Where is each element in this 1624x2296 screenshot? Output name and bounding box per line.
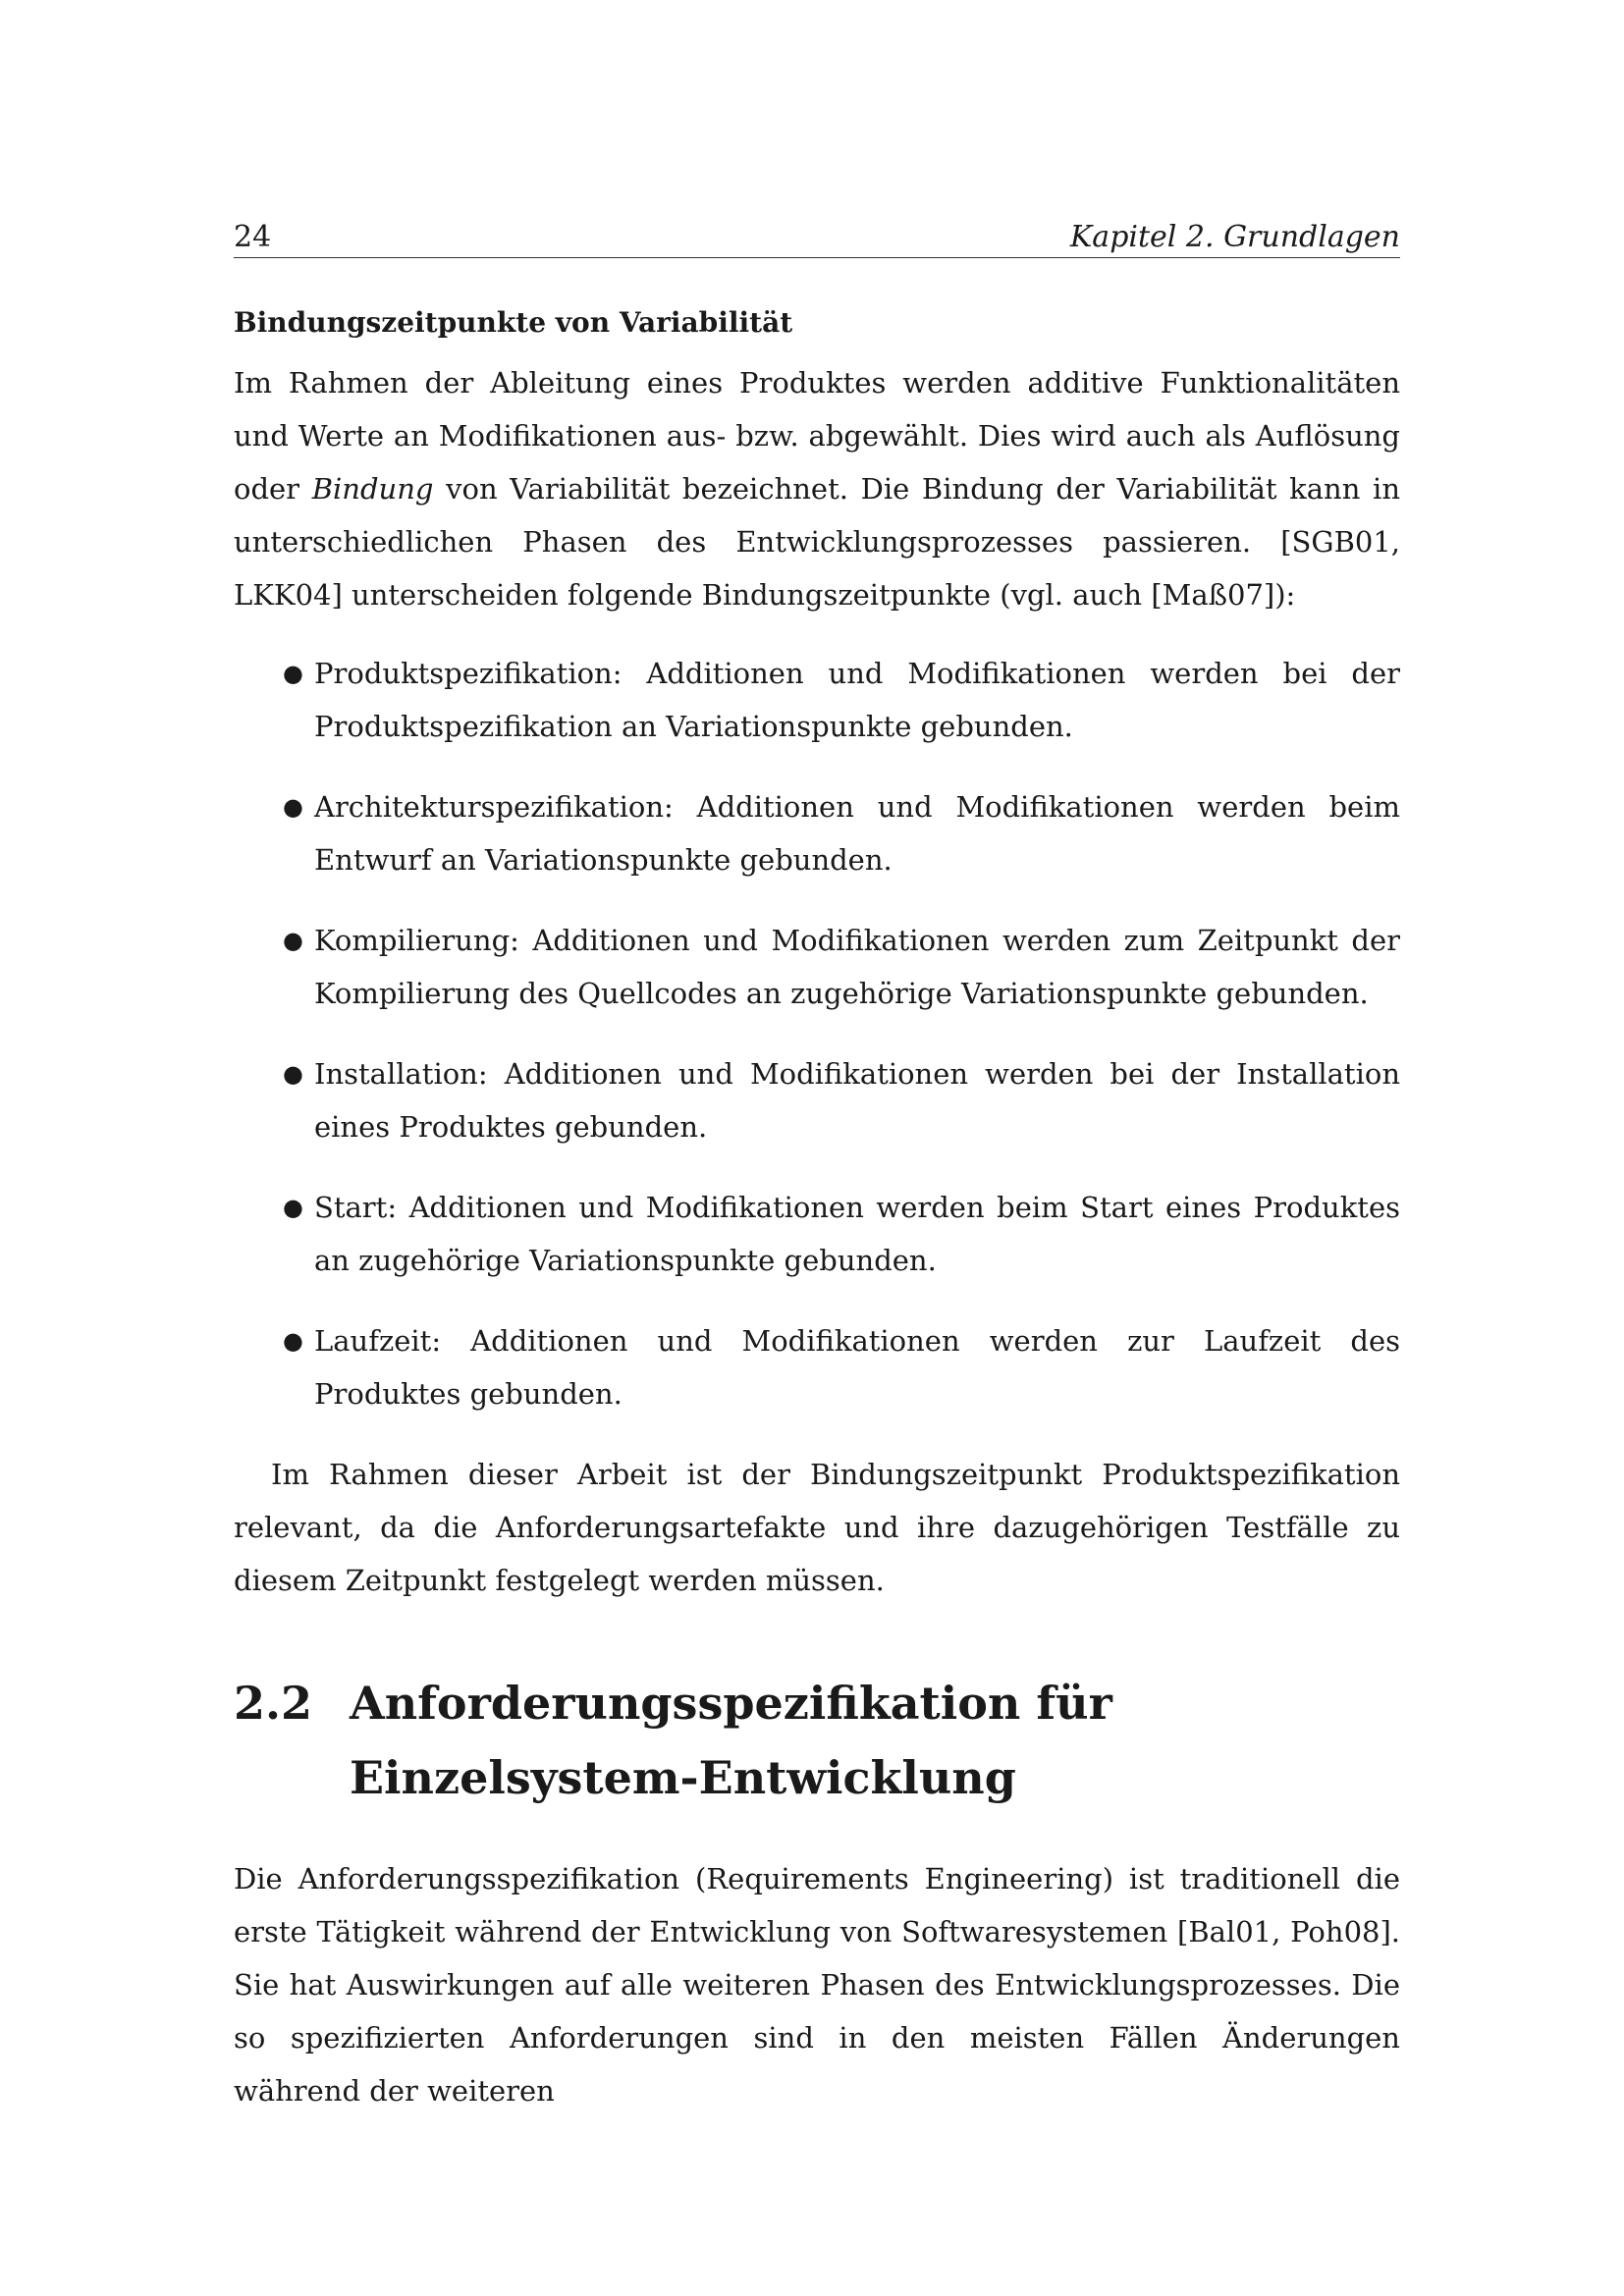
bullet-icon: ● (283, 793, 303, 821)
intro-text-part1: Im Rahmen der Ableitung eines Produktes werden additive Funktionalitäten und Werte an Modifikationen aus- bzw. abgewählt. Dies wird auch als Auflösung oder (234, 366, 1400, 506)
list-item (234, 780, 1400, 886)
bullet-icon: ● (283, 927, 303, 954)
bullet-icon: ● (283, 660, 303, 687)
list-item (234, 647, 1400, 753)
list-item (234, 914, 1400, 1020)
list-item (234, 1314, 1400, 1420)
list-item-text: Installation: Additionen und Modifikationen werden bei der Installation eines Produktes gebunden. (314, 1057, 1400, 1144)
list-item (234, 1181, 1400, 1287)
section-number: 2.2 (234, 1677, 313, 1730)
intro-emphasis: Bindung (311, 472, 434, 506)
list-item-text: Kompilierung: Additionen und Modifikationen werden zum Zeitpunkt der Kompilierung des Quellcodes an zugehörige Variationspunkte gebunden. (314, 924, 1400, 1010)
chapter-title: Kapitel 2. Grundlagen (1069, 220, 1400, 254)
running-header (234, 218, 1400, 258)
list-item-text: Architekturspezifikation: Additionen und Modifikationen werden beim Entwurf an Variationspunkte gebunden. (314, 790, 1400, 877)
section-body-paragraph: Die Anforderungsspezifikation (Requirements Engineering) ist traditionell die erste Tätigkeit während der Entwicklung von Softwaresystemen [Bal01, Poh08]. Sie hat Auswirkungen auf alle weiteren Phasen des Entwicklungsprozesses. Die so spezifizierten Anforderungen sind in den meisten Fällen Änderungen während der weiteren (234, 1862, 1400, 2109)
bullet-icon: ● (283, 1327, 303, 1355)
intro-text-part2: von Variabilität bezeichnet. Die Bindung der Variabilität kann in unterschiedlichen Phasen des Entwicklungsprozesses passieren. [SGB01, LKK04] unterscheiden folgende Bindungszeitpunkte (vgl. auch [Maß07]): (234, 472, 1400, 612)
list-item-text: Start: Additionen und Modifikationen werden beim Start eines Produktes an zugehörige Variationspunkte gebunden. (314, 1191, 1400, 1277)
closing-paragraph: Im Rahmen dieser Arbeit ist der Bindungszeitpunkt Produktspezifikation relevant, da die Anforderungsartefakte und ihre dazugehörigen Testfälle zu diesem Zeitpunkt festgelegt werden müssen. (234, 1458, 1400, 1597)
list-item-text: Laufzeit: Additionen und Modifikationen werden zur Laufzeit des Produktes gebunden. (314, 1324, 1400, 1411)
section-title: Anforderungsspezifikation für Einzelsystem-Entwicklung (350, 1677, 1112, 1804)
subsection-title: Bindungszeitpunkte von Variabilität (234, 306, 793, 339)
binding-times-list (234, 647, 1400, 1420)
page-number: 24 (234, 220, 272, 254)
intro-paragraph (234, 356, 1400, 621)
bullet-icon: ● (283, 1060, 303, 1088)
list-item (234, 1047, 1400, 1153)
section-heading (234, 1666, 1400, 1815)
page (234, 218, 1400, 2117)
list-item-text: Produktspezifikation: Additionen und Modifikationen werden bei der Produktspezifikation an Variationspunkte gebunden. (314, 657, 1400, 743)
bullet-icon: ● (283, 1194, 303, 1221)
